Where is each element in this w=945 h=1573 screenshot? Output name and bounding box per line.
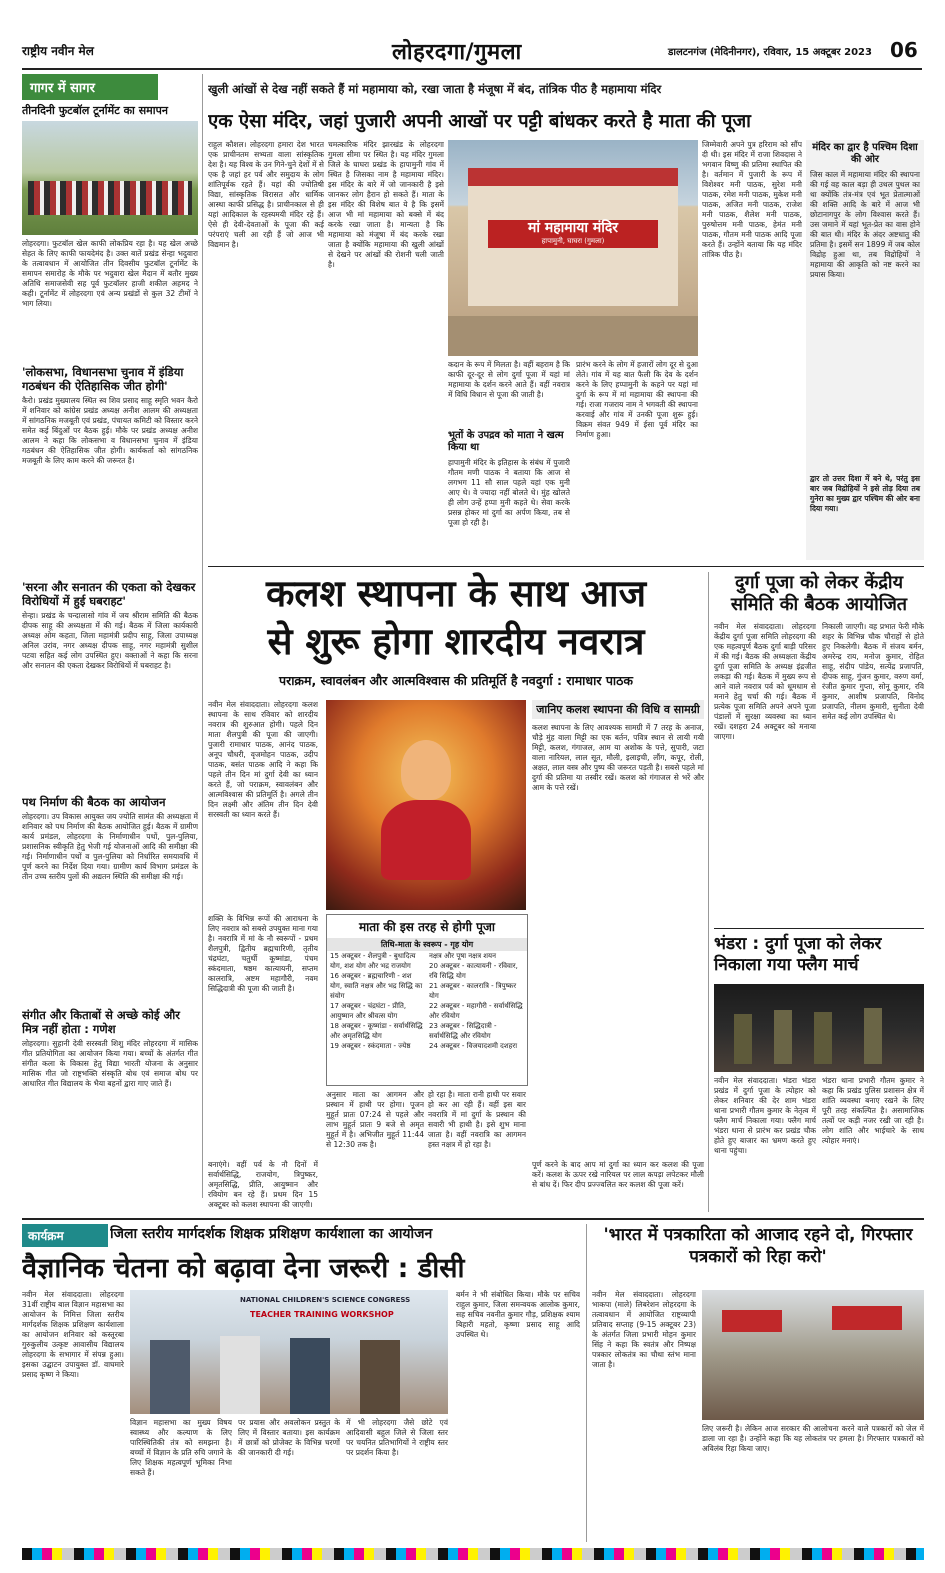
- bottom-section-rule: [22, 1218, 924, 1220]
- kalash-box-title: जानिए कलश स्थापना की विधि व सामग्री: [532, 700, 704, 719]
- temple-sign: मां महामाया मंदिर: [527, 220, 619, 236]
- navratra-col-1: नवीन मेल संवाददाता। लोहरदगा कलश स्थापना के साथ रविवार को शारदीय नवरात्र की शुरुआत होगी। पहले दिन माता शैलपुत्री की पूजा की जाएगी। पुजारी रामाधार पाठक, आनंद पाठक, अनूप चौधरी, वृजमोहन पाठक, उदीप पाठक, बसंत पाठक आदि ने कहा कि पहले तीन दिन मां दुर्गा देवी का ध्यान करते हैं, जो पराक्रम, स्वावलंबन और आत्मविश्वास की प्रतिमूर्ति है। अगले तीन दिन लक्ष्मी और अंतिम तीन दिन देवी सरस्वती का ध्यान करते हैं।: [208, 700, 318, 819]
- navratra-headline-1: कलश स्थापना के साथ आज: [265, 572, 647, 615]
- flag-col-1: नवीन मेल संवाददाता। भंडरा भंडरा प्रखंड में दुर्गा पूजा के त्योहार को लेकर शनिवार की देर शाम भंडरा थाना प्रभारी गौतम कुमार के नेतृत्व में फ्लैग मार्च निकाला गया। फ्लैग मार्च भंडरा थाना से प्रारंभ कर प्रखंड चौक होते हुए बाजार का भ्रमण करते हुए थाना पहुंचा।: [714, 1076, 816, 1155]
- press-col-2: लिए जरूरी है। लेकिन आज सरकार की आलोचना करने वाले पत्रकारों को जेल में डाला जा रहा है। उन्होंने कहा कि यह लोकतंत्र पर हमला है। गिरफ्तार पत्रकारों को अविलंब रिहा किया जाए।: [702, 1424, 924, 1453]
- photo-banner-2: TEACHER TRAINING WORKSHOP: [250, 1310, 394, 1319]
- section-tag: गागर में सागर: [22, 74, 158, 100]
- temple-col-3b: हापामुनी मंदिर के इतिहास के संबंध में पुजारी गौतम मणी पाठक ने बताया कि आज से लगभग 11 सौ साल पहले यहां एक मुनी आए थे। वे ज्यादा नहीं बोलते थे। मुंह खोलते ही लोग उन्हें हप्पा मुनी कहते थे। सेवा करके प्रसन्न होकर मां दुर्गा का अर्पण किया, तब से पूजा हो रही है।: [448, 458, 570, 527]
- sidebar-box-title: मंदिर का द्वार है पश्चिम दिशा की ओर: [812, 142, 918, 165]
- story-body: सेन्हा। प्रखंड के चन्दालासो गांव में जय श्रीराम समिति की बैठक दीपक साहू की अध्यक्षता में की गई। बैठक में जिला कार्यकारी अध्यक्ष ओम कहता, जिला महामंत्री प्रदीप साहू, जिला उपाध्यक्ष अनिल उरांव, नगर अध्यक्ष दीपक साहू, नगर महामंत्री सुशील पटवा सहित कई लोग उपस्थित हुए। वक्ताओं ने कहा कि सरना और सनातन की एकता देखकर विरोधियों में घबराहट है।: [22, 611, 198, 670]
- navratra-bottom-4: पूर्ण करने के बाद आप मां दुर्गा का ध्यान कर कलश की पूजा करें। कलश के ऊपर रखे नारियल पर लाल कपड़ा लपेटकर मौली से बांध दें। फिर दीप प्रज्ज्वलित कर कलश की पूजा करें।: [532, 1160, 704, 1189]
- flag-col-2: भंडरा थाना प्रभारी गौतम कुमार ने कहा कि प्रखंड पुलिस प्रशासन क्षेत्र में शांति व्यवस्था बनाए रखने के लिए पूरी तरह संकल्पित है। असामाजिक तत्वों पर कड़ी नजर रखी जा रही है। लोग शांति और भाईचारे के साथ त्योहार मनाएं।: [822, 1076, 924, 1145]
- kalash-box-body: कलश स्थापना के लिए आवश्यक सामग्री में 7 तरह के अनाज, चौड़े मुंह वाला मिट्टी का एक बर्तन, पवित्र स्थान से लायी गयी मिट्टी, कलश, गंगाजल, आम या अशोक के पत्ते, सुपारी, जटा वाला नारियल, लाल सूत, मौली, इलाइची, लौंग, कपूर, रोली, अक्षत, लाल वस्त्र और पुष्प की जरूरत पड़ती है। सबसे पहले मां दुर्गा की प्रतिमा या तस्वीर रखें। कलश को गंगाजल से भरें और आम के पत्ते रखें।: [532, 723, 704, 792]
- workshop-col-4: में भी लोहरदगा जैसे छोटे एवं आदिवासी बहुल जिले से जिला स्तर पर चयनित प्रतिभागियों ने राष्ट्रीय स्तर पर प्रदर्शन किया है।: [346, 1418, 448, 1457]
- story-body: लोहरदगा। फुटबॉल खेल काफी लोकप्रिय रहा है। यह खेल अच्छे सेहत के लिए काफी फायदेमंद है। उक्त बातें प्रखंड सेन्हा भदुवारा के तत्वावधान में आयोजित तीन दिवसीय फुटबॉल टूर्नामेंट के समापन समारोह के मौके पर भदुवारा खेल मैदान में बतौर मुख्य अतिथि समाजसेवी सह पूर्व फुटबॉलर हाजी शकील अहमद ने कही। टूर्नामेंट में लोहरदगा एवं अन्य प्रखंडों से कुल 32 टीमों ने भाग लिया।: [22, 239, 198, 308]
- temple-col-5: जिम्मेवारी अपने पुत्र हरिराम को सौंप दी थी। इस मंदिर में राजा शिवदास ने भगवान विष्णु की प्रतिमा स्थापित की है। वर्तमान में पुजारी के रूप में विशेश्वर मनी पाठक, सुरेश मनी पाठक, रमेश मनी पाठक, मुकेश मनी पाठक, अजित मनी पाठक, राजेश मनी पाठक, शैलेश मनी पाठक, पुरुषोत्तम मनी पाठक, हेमंत मनी पाठक, गौतम मनी पाठक आदि पूजा करते हैं। उन्होंने बताया कि यह मंदिर तांत्रिक पीठ है।: [702, 140, 802, 259]
- story-body: लोहरदगा। सुहानी देवी सरस्वती शिशु मंदिर लोहरदगा में मासिक गीत प्रतियोगिता का आयोजन किया गया। बच्चों के अंतर्गत गीत संगीत कला के विकास हेतु विद्या भारती योजना के अनुसार मासिक गीत जो राष्ट्रभक्ति संस्कृति बोध एवं समाज बोध पर आधारित गीत विद्यालय के भैया बहनों द्वारा गाए जाते हैं।: [22, 1039, 198, 1088]
- durga-col-2: निकाली जाएगी। वह प्रभात फेरी मौके शहर के विभिन्न चौक चौराहों से होते हुए निकलेगी। बैठक में संजय बर्मन, अमरेन्द्र राय, मनोज कुमार, रोहित साहू, संदीप पांडेय, सत्येंद्र प्रजापति, दीपक साहू, गुंजन कुमार, वरुण वर्मा, रंजीत कुमार गुप्ता, सोनू कुमार, रवि कुमार, आशीष प्रजापति, विनोद प्रजापति, नीलम कुमारी, सुनीता देवी समेत कई लोग उपस्थित थे।: [822, 622, 924, 721]
- flag-march-headline: भंडरा : दुर्गा पूजा को लेकर निकाला गया फ्लैग मार्च: [714, 934, 882, 975]
- navratra-headline-2: से शुरू होगा शारदीय नवरात्र: [267, 620, 645, 663]
- workshop-kicker: जिला स्तरीय मार्गदर्शक शिक्षक प्रशिक्षण कार्यशाला का आयोजन: [110, 1226, 433, 1242]
- durga-col-1: नवीन मेल संवाददाता। लोहरदगा केंद्रीय दुर्गा पूजा समिति लोहरदगा की एक महत्वपूर्ण बैठक दुर्गा बाड़ी परिसर में की गई। बैठक की अध्यक्षता केंद्रीय दुर्गा पूजा समिति के अध्यक्ष इंद्रजीत लकड़ा की गई। बैठक में मुख्य रूप से आने वाले नवरात्र पर्व को धूमधाम से मनाने हेतु चर्चा की गई। बैठक में प्रत्येक पूजा समिति अपने अपने पूजा पंडालों में सुरक्षा व्यवस्था का ध्यान रखें। दशहरा 24 अक्टूबर को मनाया जाएगा।: [714, 622, 816, 741]
- sidebar-box-bold: द्वार तो उत्तर दिशा में बने थे, परंतु इस बार जब विद्रोहियों ने इसे तोड़ दिया तब गुनेरा का मुख्य द्वार पश्चिम की ओर बना दिया गया।: [810, 474, 920, 513]
- photo-banner: NATIONAL CHILDREN'S SCIENCE CONGRESS: [240, 1296, 411, 1304]
- paper-logo: [22, 42, 94, 59]
- column-divider: [586, 1224, 587, 1542]
- left-column: [22, 74, 198, 1198]
- workshop-col-2: विज्ञान महासभा का मुख्य विषय स्वास्थ्य और कल्याण के लिए पारिस्थितिकी तंत्र को समझना है। बच्चों में विज्ञान के प्रति रुचि जगाने के लिए शिक्षक महत्वपूर्ण भूमिका निभा सकते हैं।: [130, 1418, 232, 1477]
- story-headline: पथ निर्माण की बैठक का आयोजन: [22, 795, 166, 809]
- masthead-rule: [22, 68, 922, 70]
- sidebar-box-body: जिस काल में महामाया मंदिर की स्थापना की गई वह काल बड़ा ही उथल पुथल का था क्योंकि तंत्र-मंत्र एवं भूत प्रेतात्माओं की शक्ति आदि के बारे में आज भी छोटानागपुर के लोग विश्वास करते हैं। उस जमाने में यहां भूत-प्रेत का वास होने की बात थी। मंदिर के अंदर अष्टधातु की प्रतिमा है। इसमें सन 1899 में जब कोल विद्रोह हुआ था, तब विद्रोहियों ने महामाया की आकृति को नष्ट करने का प्रयास किया।: [810, 170, 920, 279]
- section-rule: [208, 566, 924, 567]
- print-registration-bar: [22, 1548, 924, 1560]
- dateline: डालटनगंज (मेदिनीनगर), रविवार, 15 अक्टूबर 2023: [668, 47, 872, 58]
- press-col-1: नवीन मेल संवाददाता। लोहरदगा भाकपा (माले) लिबरेशन लोहरदगा के तत्वावधान में आयोजित राष्ट्रव्यापी प्रतिवाद सप्ताह (9-15 अक्टूबर 23) के अंतर्गत जिला प्रभारी मोहन कुमार सिंह ने कहा कि स्वतंत्र और निष्पक्ष पत्रकार लोकतंत्र का चौथा स्तंभ माना जाता है।: [592, 1290, 696, 1369]
- workshop-photo: [130, 1290, 448, 1414]
- paper-name: राष्ट्रीय नवीन मेल: [22, 44, 94, 58]
- durga-headline: दुर्गा पूजा को लेकर केंद्रीय समिति की बैठक आयोजित: [730, 572, 908, 615]
- table-left-column: 15 अक्टूबर - शैलपुत्री - बुधादित्य योग, शश योग और भद्र राजयोग 16 अक्टूबर - ब्रह्मचारिणी - शश योग, स्वाति नक्षत्र और भद्र सिद्धि का संयोग 17 अक्टूबर - चंद्रघंटा - प्रीति, आयुष्मान और श्रीवत्स योग 18 अक्टूबर - कूष्मांडा - सर्वार्थसिद्धि और अमृतसिद्धि योग 19 अक्टूबर - स्कंदमाता - ज्येष्ठ: [330, 952, 423, 1050]
- navratra-bottom-3: बनाएंगे। वहीं पर्व के नौ दिनों में सर्वार्थसिद्धि, राजयोग, त्रिपुष्कर, अमृतसिद्धि, प्रीति, आयुष्मान और रवियोग बन रहे हैं। प्रथम दिन 15 अक्टूबर को कलश स्थापना की जाएगी।: [208, 1160, 318, 1209]
- table-title: माता की इस तरह से होगी पूजा: [358, 920, 496, 934]
- navratra-bottom-1: अनुसार माता का आगमन और प्रस्थान में हाथी पर होगा। पूजन मुहूर्त प्रातः 07:24 से पहले और लाभ मुहूर्त प्रातः 9 बजे से अमृत मुहूर्त में है। अभिजीत मुहूर्त 11:44 से 12:30 तक है।: [326, 1090, 424, 1149]
- temple-kicker: खुली आंखों से देख नहीं सकते हैं मां महामाया को, रखा जाता है मंजूषा में बंद, तांत्रिक पीठ है महामाया मंदिर: [208, 82, 662, 96]
- navratra-bottom-2: हो रहा है। माता रानी हाथी पर सवार हो कर आ रही हैं। वहीं इस बार नवरात्रि में मां दुर्गा के प्रस्थान की सवारी भी हाथी है। इसे शुभ माना जाता है। वहीं नवरात्रि का आगमन हस्त नक्षत्र में हो रहा है।: [428, 1090, 526, 1149]
- table-right-column: नक्षत्र और पूषा नक्षत्र शयन 20 अक्टूबर - कात्यायनी - रविवार, रवि सिद्धि योग 21 अक्टूबर - कालरात्रि - त्रिपुष्कर योग 22 अक्टूबर - महागौरी - सर्वार्थसिद्धि और रवियोग 23 अक्टूबर - सिद्धिदात्री - सर्वार्थसिद्धि और रवियोग 24 अक्टूबर - विजयादशमी दशहरा: [429, 952, 523, 1050]
- workshop-headline: वैज्ञानिक चेतना को बढ़ावा देना जरूरी : डीसी: [22, 1253, 465, 1284]
- story-body: लोहरदगा। उप विकास आयुक्त जय ज्योति सामंत की अध्यक्षता में शनिवार को पथ निर्माण की बैठक आयोजित हुई। बैठक में ग्रामीण कार्य प्रमंडल, लोहरदगा के निर्माणाधीन पथों, पुल-पुलिया, प्रशासनिक स्वीकृति हेतु भेजी गई योजनाओं आदि की समीक्षा की गई। निर्माणाधीन पथों व पुल-पुलिया को निर्धारित समयावधि में पूर्ण करने का निर्देश दिया गया। ग्रामीण कार्य विभाग प्रमंडल के तीन उच्च स्तरीय पुलों की अद्यतन स्थिति की समीक्षा की गई।: [22, 812, 198, 881]
- story-headline: 'लोकसभा, विधानसभा चुनाव में इंडिया गठबंधन की ऐतिहासिक जीत होगी': [22, 365, 184, 393]
- temple-col-1: राहुल कौशल। लोहरदगा हमारा देश भारत एक प्राचीनतम सभ्यता वाला सांस्कृतिक देश है। यह विश्व के उन गिने-चुने देशों में से एक है जहां हर पर्व और समुदाय के लोग शांतिपूर्वक रहते हैं। यहां की ज्योतिषी विद्या, सांस्कृतिक विरासत और धार्मिक आस्था काफी प्रसिद्ध है। प्राचीनकाल से ही यहां आदिकाल के रहस्यमयी मंदिर रहे हैं। ऐसे ही देवी-देवताओं के पूजा की कई परंपराएं चली आ रही हैं जो आज भी विद्यमान है।: [208, 140, 324, 249]
- temple-col-3a: कदान के रूप में मिलता है। वहीं बहराम है कि काफी दूर-दूर से लोग दुर्गा पूजा में यहां मां महामाया के दर्शन करने आते हैं। वहीं नवरात्र में विधि विधान से पूजा की जाती है।: [448, 360, 570, 399]
- workshop-col-5: बर्मन ने भी संबोधित किया। मौके पर सचिव राहुल कुमार, जिला समन्वयक आलोक कुमार, सह सचिव नवनीत कुमार गौड़, प्रशिक्षक श्याम बिहारी महतो, कृष्णा प्रसाद साहू आदि उपस्थित थे।: [456, 1290, 580, 1339]
- flag-march-photo: [714, 984, 924, 1072]
- temple-col-4: प्रारंभ करने के लोग में हजारों लोग दूर से दुआ लेते। गांव में यह बात फैली कि देव के दर्शन करने के लिए हप्पामुनी के कहने पर यहां मां दुर्गा के रूप में मां महामाया की स्थापना की गई। राजा गजराय नाम ने भगवती की स्थापना करवाई और गांव में उनकी पूजा शुरू हुई। विक्रम संवत 949 में ईसा पूर्व मंदिर का निर्माण हुआ।: [576, 360, 698, 439]
- story-headline: संगीत और किताबों से अच्छे कोई और मित्र नहीं होता : गणेश: [22, 1008, 180, 1036]
- kalash-box: [532, 700, 704, 1210]
- temple-sign-sub: हापामुनी, घाघरा (गुमला): [541, 237, 605, 245]
- section-rule: [714, 928, 924, 929]
- column-divider: [708, 572, 709, 1212]
- protest-photo: [702, 1290, 924, 1420]
- workshop-tag: कार्यक्रम: [22, 1224, 108, 1247]
- table-header: तिथि-माता के स्वरूप - गृह योग: [327, 938, 527, 951]
- story-headline: 'सरना और सनातन की एकता को देखकर विरोधियों में हुई घबराहट': [22, 580, 196, 608]
- temple-col-2: चमत्कारिक मंदिर झारखंड के लोहरदगा गुमला सीमा पर स्थित है। यह मंदिर गुमला जिले के घाघरा प्रखंड के हापामुनी गांव में स्थित है जिसका नाम है महामाया मंदिर। इस मंदिर के बारे में जो जानकारी है इसे जानकर लोग हैरान हो सकते हैं। माता के इस मंदिर की विशेष बात ये है कि इसमें आज भी मां महामाया को बक्से में बंद करके रखा जाता है। मान्यता है कि महामाया को मंजूषा में बंद करके रखा जाता है क्योंकि महामाया की खुली आंखों से देखने पर आंखों की रोशनी चली जाती है।: [328, 140, 444, 269]
- temple-headline: एक ऐसा मंदिर, जहां पुजारी अपनी आखों पर पट्टी बांधकर करते है माता की पूजा: [208, 111, 751, 132]
- masthead: [22, 36, 922, 66]
- section-title: लोहरदगा/गुमला: [392, 40, 522, 65]
- goddess-durga-image: [326, 700, 526, 910]
- puja-schedule-table: [326, 914, 528, 1086]
- navratra-deck: पराक्रम, स्वावलंबन और आत्मविश्वास की प्रतिमूर्ति है नवदुर्गा : रामाधार पाठक: [278, 673, 634, 688]
- temple-subhead: भूतों के उपद्रव को माता ने खत्म किया था: [448, 430, 564, 453]
- navratra-col-2: शक्ति के विभिन्न रूपों की आराधना के लिए नवरात्र को सबसे उपयुक्त माना गया है। नवरात्रि में मां के नौ स्वरूपों - प्रथम शैलपुत्री, द्वितीय ब्रह्मचारिणी, तृतीय चंद्रघंटा, चतुर्थी कूष्मांडा, पंचम स्कंदमाता, षष्ठम कात्यायनी, सप्तम कालरात्रि, अष्टम महागौरी, नवम सिद्धिदात्री की पूजा की जाती है।: [208, 914, 318, 993]
- workshop-col-3: पर प्रयास और अवलोकन प्रस्तुत के लिए में विस्तार बताया। इस कार्यक्रम में छात्रों को प्रोजेक्ट के विभिन्न चरणों की जानकारी दी गई।: [238, 1418, 340, 1457]
- football-photo: [22, 121, 198, 235]
- story-headline: तीनदिनी फुटबॉल टूर्नामेंट का समापन: [22, 104, 168, 117]
- press-headline: 'भारत में पत्रकारिता को आजाद रहने दो, गिरफ्तार पत्रकारों को रिहा करो': [603, 1225, 913, 1267]
- story-body: कैरो। प्रखंड मुख्यालय स्थित स्व शिव प्रसाद साहू स्मृति भवन कैरो में शनिवार को कांग्रेस प्रखंड अध्यक्ष अनीश आलम की अध्यक्षता में सांगठनिक मजबूती एवं प्रखंड, पंचायत कमिटी को विस्तार करने समेत कई बिंदुओं पर बैठक हुई। मौके पर प्रखंड अध्यक्ष अनीश आलम ने कहा कि लोकसभा व विधानसभा चुनाव में इंडिया गठबंधन की ऐतिहासिक जीत होगी। कार्यकर्ता को सांगठनिक मजबूती के लिए काम करने की जरूरत है।: [22, 396, 198, 465]
- page-number: 06: [890, 38, 918, 62]
- workshop-col-1: नवीन मेल संवाददाता। लोहरदगा 31वीं राष्ट्रीय बाल विज्ञान महासभा का आयोजन के निमित्त जिला स्तरीय मार्गदर्शक शिक्षक प्रशिक्षण कार्यशाला का आयोजन शनिवार को कस्तूरबा गुरुकुलीय उत्कृष्ट आवासीय विद्यालय लोहरदगा के सभागार में संपन्न हुआ। इसका उद्घाटन उपायुक्त डॉ. वाघमारे प्रसाद कृष्ण ने किया।: [22, 1290, 124, 1379]
- column-divider: [202, 74, 203, 1198]
- temple-photo: [448, 140, 698, 356]
- temple-sidebar-box: [806, 140, 924, 560]
